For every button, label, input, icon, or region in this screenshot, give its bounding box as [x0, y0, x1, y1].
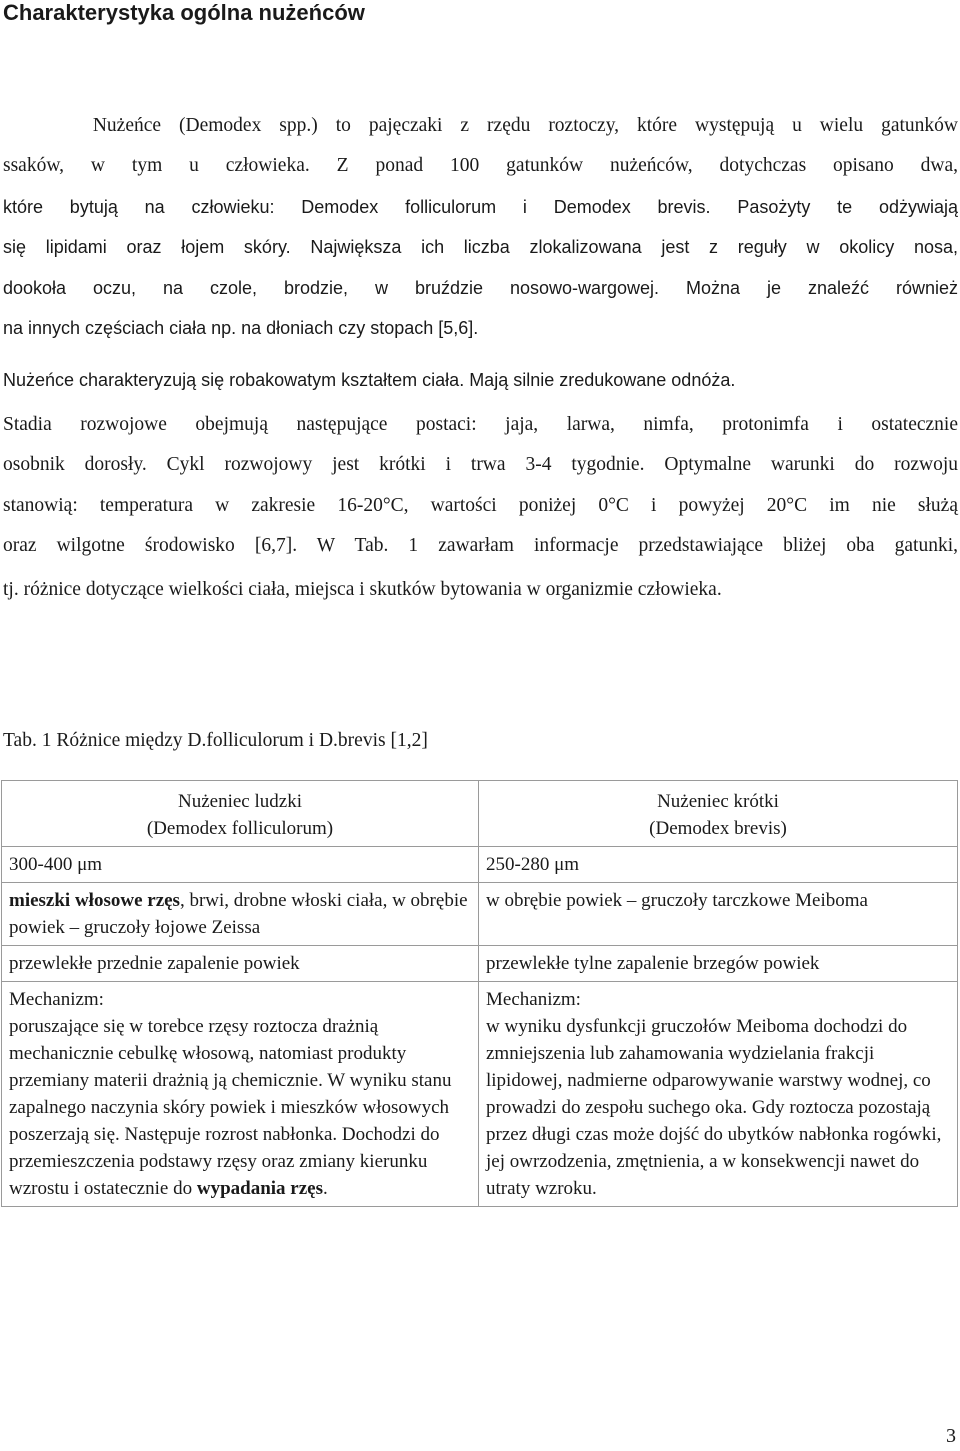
cell-text: . [323, 1178, 328, 1199]
paragraph-line: Nużeńce charakteryzują się robakowatym kształtem ciała. Mają silnie zredukowane odnóża. [3, 370, 736, 390]
cell-text: , brwi, drobne włoski ciała, w obrębie powiek – gruczoły łojowe Zeissa [9, 890, 468, 938]
paragraph-line: Nużeńce (Demodex spp.) to pajęczaki z rzędu roztoczy, które występują u wielu gatunków [3, 115, 958, 136]
paragraph-line: dookoła oczu, na czole, brodzie, w bruździe nosowo-wargowej. Można je znaleźć również [3, 278, 958, 298]
table-row [2, 781, 958, 847]
disease-cell: przewlekłe tylne zapalenie brzegów powiek [479, 946, 958, 982]
location-cell: w obrębie powiek – gruczoły tarczkowe Meiboma [479, 883, 958, 946]
table-row [2, 946, 958, 982]
header-subtitle: (Demodex folliculorum) [146, 818, 334, 839]
location-cell [2, 883, 479, 946]
header-title: Nużeniec ludzki [178, 791, 302, 812]
table-row [2, 847, 958, 883]
table-row [2, 883, 958, 946]
paragraph-line: się lipidami oraz łojem skóry. Największa ich liczba zlokalizowana jest z reguły w okolicy nosa, [3, 237, 958, 257]
page-heading: Charakterystyka ogólna nużeńców [3, 0, 365, 25]
size-cell: 300-400 μm [2, 847, 479, 883]
table-caption: Tab. 1 Różnice między D.folliculorum i D.brevis [1,2] [3, 730, 428, 751]
paragraph-line: oraz wilgotne środowisko [6,7]. W Tab. 1 zawarłam informacje przedstawiające bliżej oba gatunki, [3, 535, 958, 556]
mechanism-label: Mechanizm: [9, 989, 104, 1010]
paragraph-line: na innych częściach ciała np. na dłoniach czy stopach [5,6]. [3, 318, 479, 338]
mechanism-text: w wyniku dysfunkcji gruczołów Meiboma dochodzi do zmniejszenia lub zahamowania wydzielania frakcji lipidowej, nadmierne odparowywanie warstwy wodnej, co prowadzi do zespołu suchego oka. Gdy roztocza pozostają przez długi czas może dojść do ubytków nabłonka rogówki, jej owrzodzenia, zmętnienia, a w konsekwencji nawet do utraty wzroku. [486, 1016, 942, 1199]
mechanism-cell [2, 982, 479, 1207]
disease-cell: przewlekłe przednie zapalenie powiek [2, 946, 479, 982]
header-subtitle: (Demodex brevis) [649, 818, 787, 839]
paragraph-line: ssaków, w tym u człowieka. Z ponad 100 gatunków nużeńców, dotychczas opisano dwa, [3, 155, 958, 176]
paragraph-line: tj. różnice dotyczące wielkości ciała, miejsca i skutków bytowania w organizmie człowieka. [3, 579, 722, 600]
cell-text: poruszające się w torebce rzęsy roztocza drażnią mechanicznie cebulkę włosową, natomiast produkty przemiany materii drażnią ją chemicznie. W wyniku stanu zapalnego naczynia skóry powiek i mieszków włosowych poszerzają się. Następuje rozrost nabłonka. Dochodzi do przemieszczenia podstawy rzęsy oraz zmiany kierunku wzrostu i ostatecznie do [9, 1016, 452, 1199]
paragraph-line: osobnik dorosły. Cykl rozwojowy jest krótki i trwa 3-4 tygodnie. Optymalne warunki do rozwoju [3, 454, 958, 475]
comparison-table [1, 780, 958, 1207]
mechanism-label: Mechanizm: [486, 989, 581, 1010]
mechanism-cell [479, 982, 958, 1207]
emphasis-text: wypadania rzęs [196, 1178, 323, 1199]
header-cell-brevis [479, 781, 958, 847]
paragraph-line: Stadia rozwojowe obejmują następujące postaci: jaja, larwa, nimfa, protonimfa i ostatecznie [3, 414, 958, 435]
header-cell-folliculorum [2, 781, 479, 847]
page-number: 3 [946, 1425, 956, 1447]
size-cell: 250-280 μm [479, 847, 958, 883]
table-row [2, 982, 958, 1207]
paragraph-line: które bytują na człowieku: Demodex folliculorum i Demodex brevis. Pasożyty te odżywiają [3, 197, 958, 217]
paragraph-line: stanowią: temperatura w zakresie 16-20°C, wartości poniżej 0°C i powyżej 20°C im nie służą [3, 495, 958, 516]
mechanism-text [9, 1013, 471, 1202]
header-title: Nużeniec krótki [657, 791, 779, 812]
emphasis-text: mieszki włosowe rzęs [9, 890, 180, 911]
